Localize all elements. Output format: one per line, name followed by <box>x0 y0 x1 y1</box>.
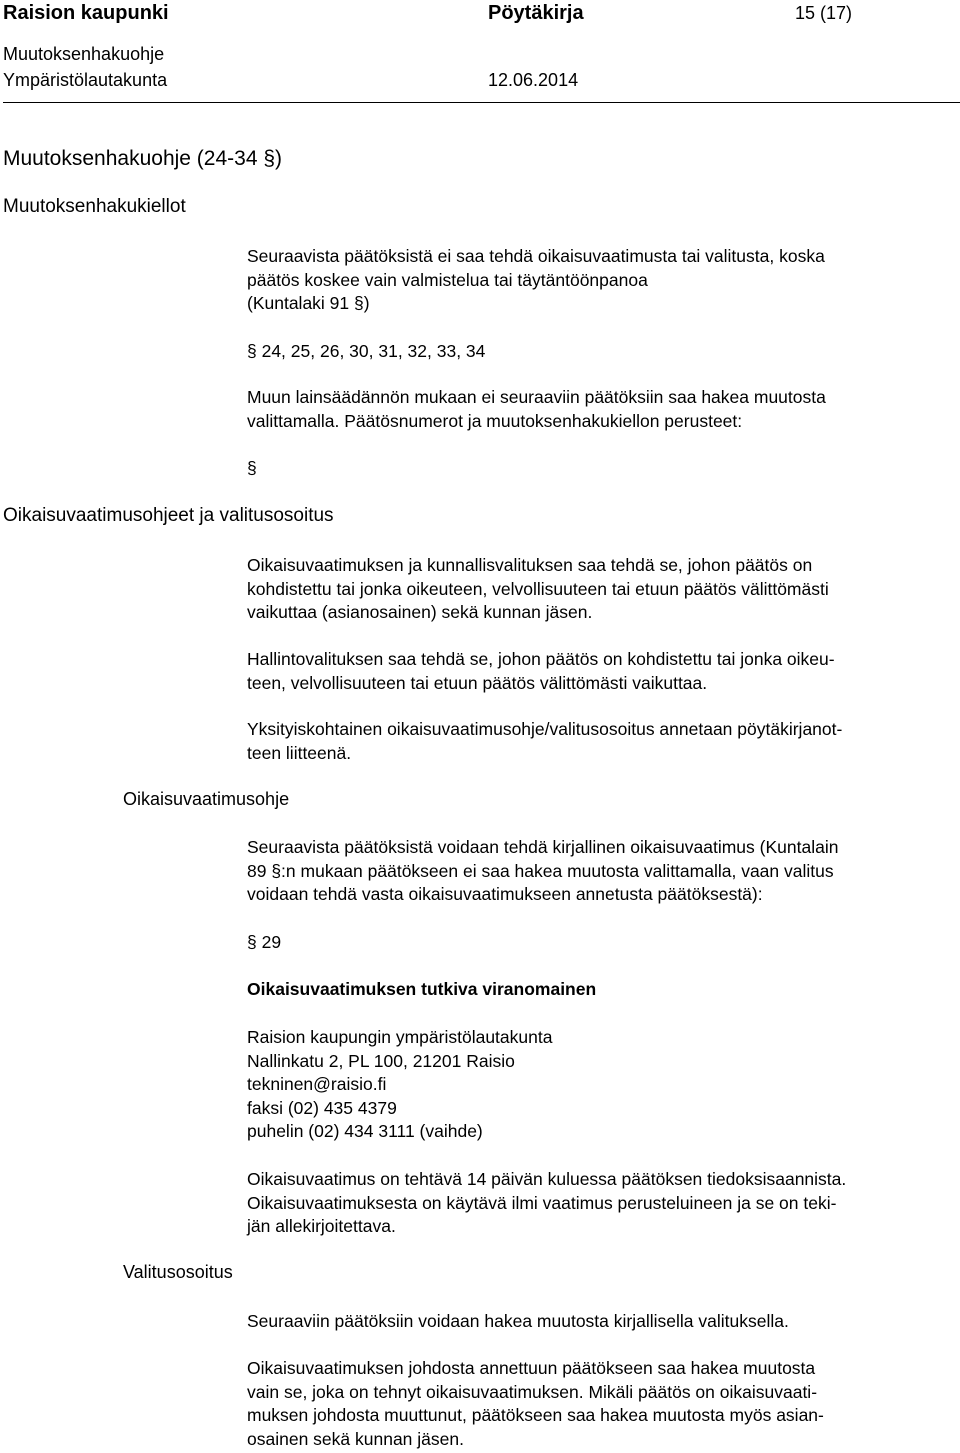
authority-phone: puhelin (02) 434 3111 (vaihde) <box>247 1121 483 1141</box>
appeal-bans-paragraph-1: Seuraavista päätöksistä ei saa tehdä oikaisuvaatimusta tai valitusta, koska päätös koskee vain valmistelua tai täytäntöönpanoa (Kuntalaki 91 §) <box>247 246 825 313</box>
page-title: Muutoksenhakuohje (24-34 §) <box>3 147 283 170</box>
authority-street: Nallinkatu 2, PL 100, 21201 Raisio <box>247 1050 515 1071</box>
heading-appeal: Valitusosoitus <box>123 1262 233 1282</box>
header-rule <box>3 102 960 103</box>
authority-heading: Oikaisuvaatimuksen tutkiva viranomainen <box>247 979 597 999</box>
rectification-paragraph-list: § 29 <box>247 932 282 952</box>
header-board: Ympäristölautakunta <box>3 70 168 90</box>
authority-name: Raision kaupungin ympäristölautakunta <box>247 1027 553 1047</box>
instructions-paragraph-3: Yksityiskohtainen oikaisuvaatimusohje/valitusosoitus annetaan pöytäkirjanot- teen liitteenä. <box>247 719 843 763</box>
header-date: 12.06.2014 <box>488 70 579 90</box>
rectification-paragraph-2: Oikaisuvaatimus on tehtävä 14 päivän kuluessa päätöksen tiedoksisaannista. Oikaisuvaatimuksesta on käytävä ilmi vaatimus perusteluineen ja se on teki- jän allekirjoitettava. <box>247 1169 847 1236</box>
heading-rectification: Oikaisuvaatimusohje <box>123 789 290 809</box>
header-section: Muutoksenhakuohje <box>3 44 165 64</box>
appeal-paragraph-1: Seuraaviin päätöksiin voidaan hakea muutosta kirjallisella valituksella. <box>247 1311 789 1331</box>
authority-address <box>247 1026 947 1144</box>
authority-fax: faksi (02) 435 4379 <box>247 1097 397 1118</box>
appeal-paragraph-2: Oikaisuvaatimuksen johdosta annettuun päätökseen saa hakea muutosta vain se, joka on tehnyt oikaisuvaatimuksen. Mikäli päätös on oikaisuvaati- muksen johdosta muuttunut, päätökseen saa hakea muutosta myös asian- osainen sekä kunnan jäsen. <box>247 1358 824 1449</box>
appeal-bans-para-sign: § <box>247 458 257 478</box>
authority-email: tekninen@raisio.fi <box>247 1074 387 1094</box>
header-page: 15 (17) <box>795 3 853 23</box>
appeal-bans-paragraph-list: § 24, 25, 26, 30, 31, 32, 33, 34 <box>247 341 486 361</box>
instructions-paragraph-1: Oikaisuvaatimuksen ja kunnallisvalituksen saa tehdä se, johon päätös on kohdistettu tai jonka oikeuteen, velvollisuuteen tai etuun päätös välittömästi vaikuttaa (asianosainen) sekä kunnan jäsen. <box>247 555 829 622</box>
instructions-paragraph-2: Hallintovalituksen saa tehdä se, johon päätös on kohdistettu tai jonka oikeu- teen, velvollisuuteen tai etuun päätös välittömästi vaikuttaa. <box>247 649 835 693</box>
header-doc-type: Pöytäkirja <box>488 2 584 24</box>
appeal-bans-paragraph-2: Muun lainsäädännön mukaan ei seuraaviin päätöksiin saa hakea muutosta valittamalla. Päätösnumerot ja muutoksenhakukiellon perusteet: <box>247 387 826 431</box>
heading-instructions: Oikaisuvaatimusohjeet ja valitusosoitus <box>3 505 334 526</box>
rectification-paragraph-1: Seuraavista päätöksistä voidaan tehdä kirjallinen oikaisuvaatimus (Kuntalain 89 §:n mukaan päätökseen ei saa hakea muutosta valittamalla, vaan valitus voidaan tehdä vasta oikaisuvaatimukseen annetusta päätöksestä): <box>247 837 839 904</box>
header-city: Raision kaupunki <box>3 2 169 24</box>
heading-appeal-bans: Muutoksenhakukiellot <box>3 196 186 217</box>
